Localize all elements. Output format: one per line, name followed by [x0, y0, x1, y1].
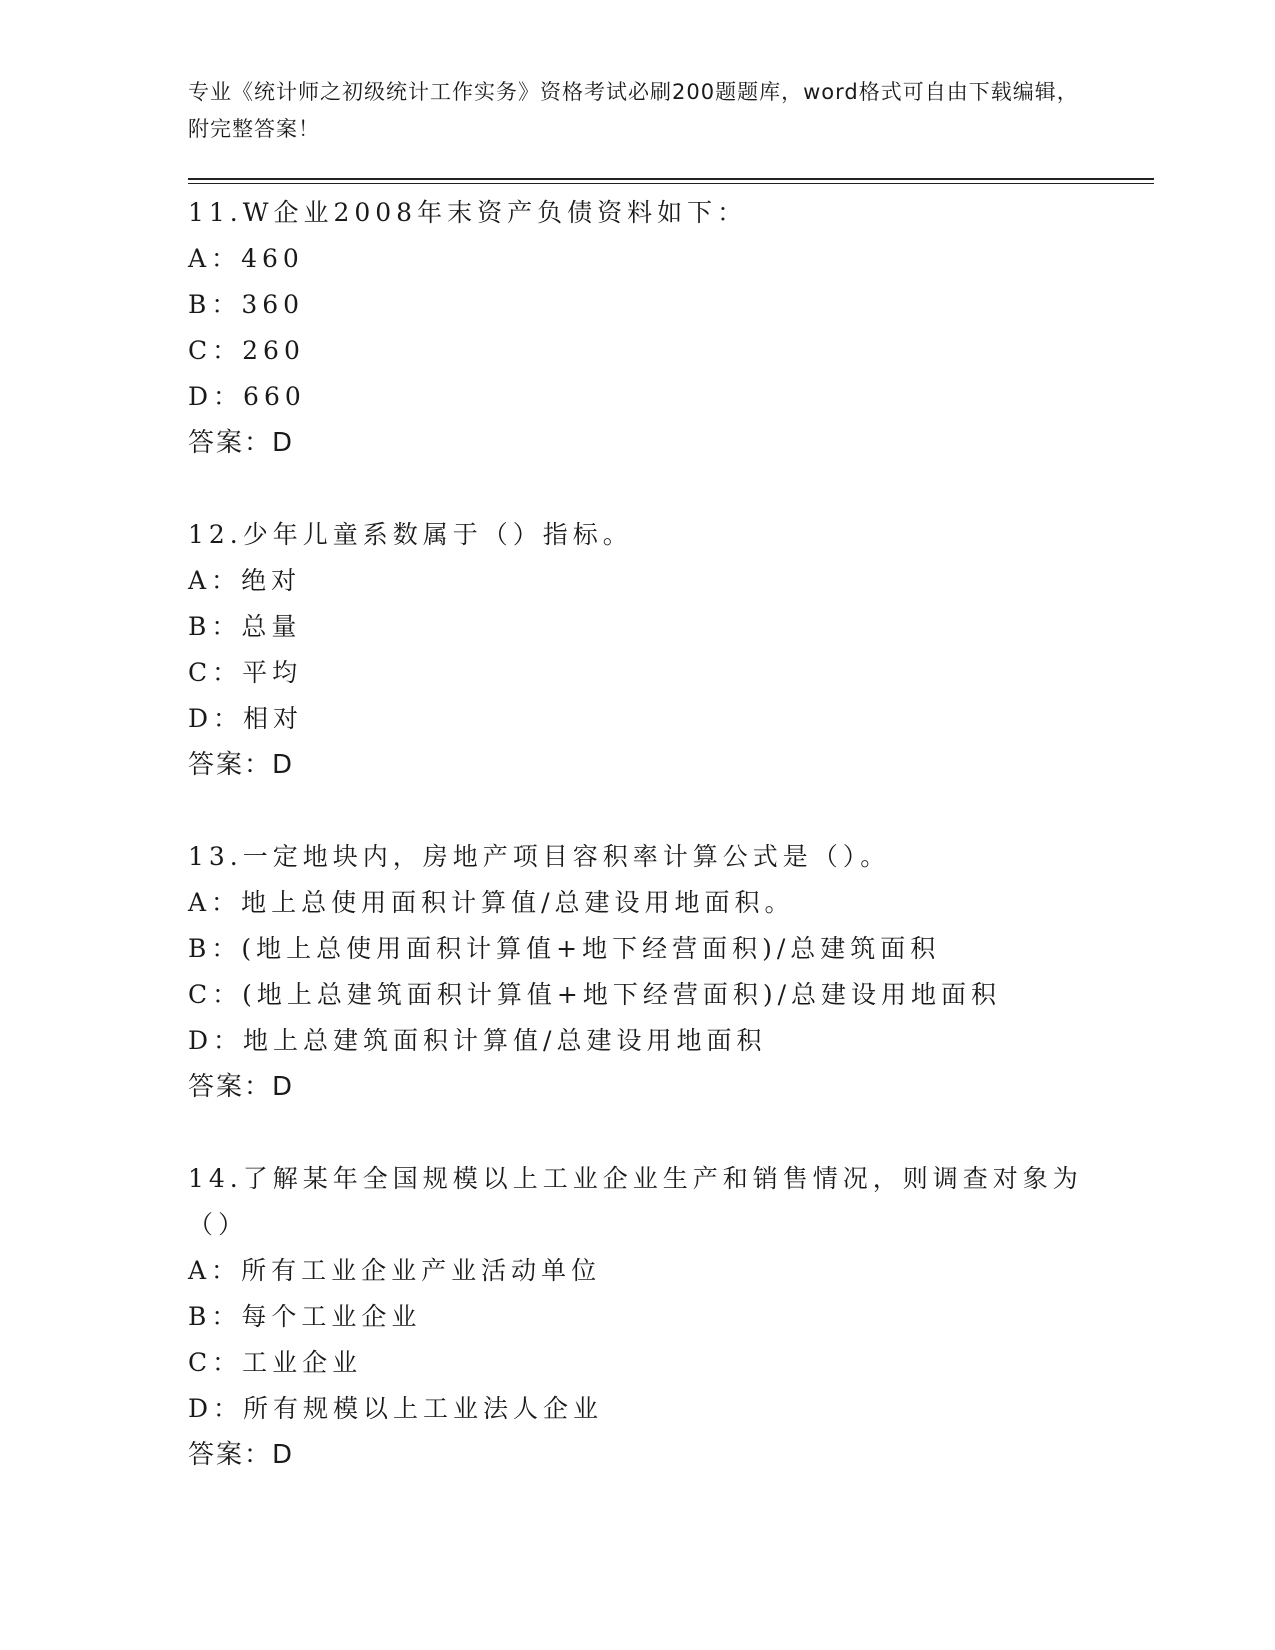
option-key: D：: [188, 704, 244, 733]
question-11: [188, 190, 1088, 466]
option-text: 工业企业: [242, 1348, 363, 1377]
question-stem: 14.了解某年全国规模以上工业企业生产和销售情况，则调查对象为（）: [188, 1164, 1083, 1239]
option-key: C：: [188, 658, 243, 687]
header-divider-thin: [188, 183, 1154, 184]
option-key: B：: [188, 934, 242, 963]
option-c: [188, 650, 1088, 696]
option-c: [188, 328, 1088, 374]
option-key: C：: [188, 1348, 243, 1377]
option-key: C：: [188, 336, 243, 365]
option-text: 绝对: [241, 566, 302, 595]
option-key: A：: [188, 1256, 242, 1285]
option-key: C：: [188, 980, 243, 1009]
option-text: 地上总使用面积计算值/总建设用地面积。: [241, 888, 795, 917]
option-a: [188, 880, 1088, 926]
question-14: [188, 1156, 1088, 1478]
option-text: 260: [242, 336, 305, 365]
question-stem: 11.W企业2008年末资产负债资料如下：: [188, 198, 748, 227]
question-list: [188, 190, 1088, 1524]
option-key: A：: [188, 888, 242, 917]
option-c: [188, 972, 1088, 1018]
option-text: (地上总使用面积计算值+地下经营面积)/总建筑面积: [241, 934, 941, 963]
option-d: [188, 1018, 1088, 1064]
option-text: 所有规模以上工业法人企业: [243, 1394, 604, 1423]
option-text: 每个工业企业: [241, 1302, 422, 1331]
question-stem: 13.一定地块内，房地产项目容积率计算公式是（）。: [188, 842, 891, 871]
option-b: [188, 1294, 1088, 1340]
option-b: [188, 282, 1088, 328]
option-key: B：: [188, 290, 242, 319]
option-text: 460: [241, 244, 304, 273]
option-text: 平均: [242, 658, 303, 687]
answer-line: 答案：D: [188, 750, 295, 780]
option-text: 660: [243, 382, 306, 411]
option-text: 360: [241, 290, 305, 319]
document-header: 专业《统计师之初级统计工作实务》资格考试必刷200题题库，word格式可自由下载编辑，附完整答案！: [188, 80, 1079, 141]
question-12: [188, 512, 1088, 788]
answer-line: 答案：D: [188, 428, 295, 458]
option-d: [188, 1386, 1088, 1432]
option-b: [188, 604, 1088, 650]
answer-line: 答案：D: [188, 1072, 295, 1102]
option-key: D：: [188, 382, 244, 411]
option-text: (地上总建筑面积计算值+地下经营面积)/总建设用地面积: [242, 980, 1002, 1009]
option-key: B：: [188, 612, 242, 641]
question-stem: 12.少年儿童系数属于（）指标。: [188, 520, 633, 549]
option-key: A：: [188, 566, 242, 595]
option-d: [188, 374, 1088, 420]
option-d: [188, 696, 1088, 742]
question-13: [188, 834, 1088, 1110]
option-key: B：: [188, 1302, 242, 1331]
option-a: [188, 558, 1088, 604]
option-text: 地上总建筑面积计算值/总建设用地面积: [243, 1026, 767, 1055]
answer-line: 答案：D: [188, 1440, 295, 1470]
option-key: D：: [188, 1026, 244, 1055]
option-key: A：: [188, 244, 242, 273]
header-divider-thick: [188, 178, 1154, 180]
option-a: [188, 1248, 1088, 1294]
option-b: [188, 926, 1088, 972]
option-text: 所有工业企业产业活动单位: [241, 1256, 602, 1285]
option-c: [188, 1340, 1088, 1386]
option-text: 相对: [243, 704, 304, 733]
option-key: D：: [188, 1394, 244, 1423]
option-a: [188, 236, 1088, 282]
option-text: 总量: [241, 612, 302, 641]
